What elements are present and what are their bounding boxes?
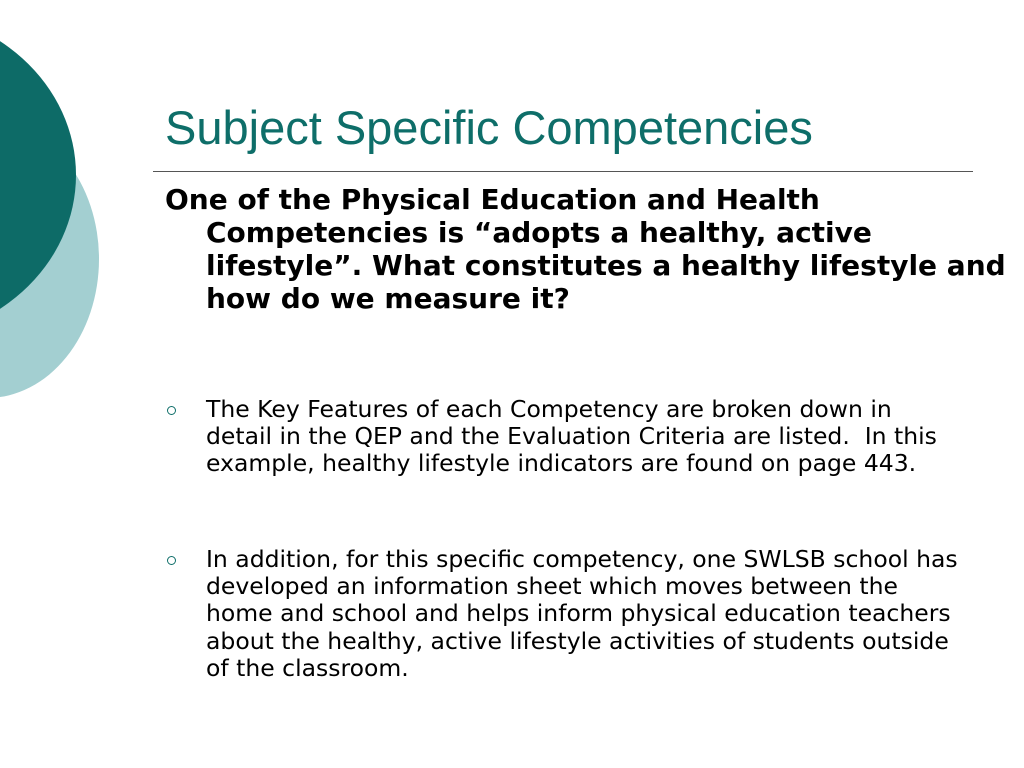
bullet-item [165, 396, 965, 478]
bullet-text: The Key Features of each Competency are broken down in detail in the QEP and the Evaluation Criteria are listed. In this example, healthy lifestyle indicators are found on page 443. [206, 395, 945, 478]
slide-title: Subject Specific Competencies [165, 101, 813, 154]
bullet-item [165, 546, 965, 682]
title-divider [153, 171, 973, 172]
bullet-text: In addition, for this specific competency, one SWLSB school has developed an information sheet which moves between the home and school and helps inform physical education teachers about the healthy, active lifestyle activities of students outside of the classroom. [206, 545, 966, 682]
question-paragraph: One of the Physical Education and Health Competencies is “adopts a healthy, active lifestyle”. What constitutes a healthy lifestyle and how do we measure it? [165, 183, 1006, 315]
hollow-circle-bullet-icon [165, 546, 206, 682]
hollow-circle-bullet-icon [165, 396, 206, 478]
